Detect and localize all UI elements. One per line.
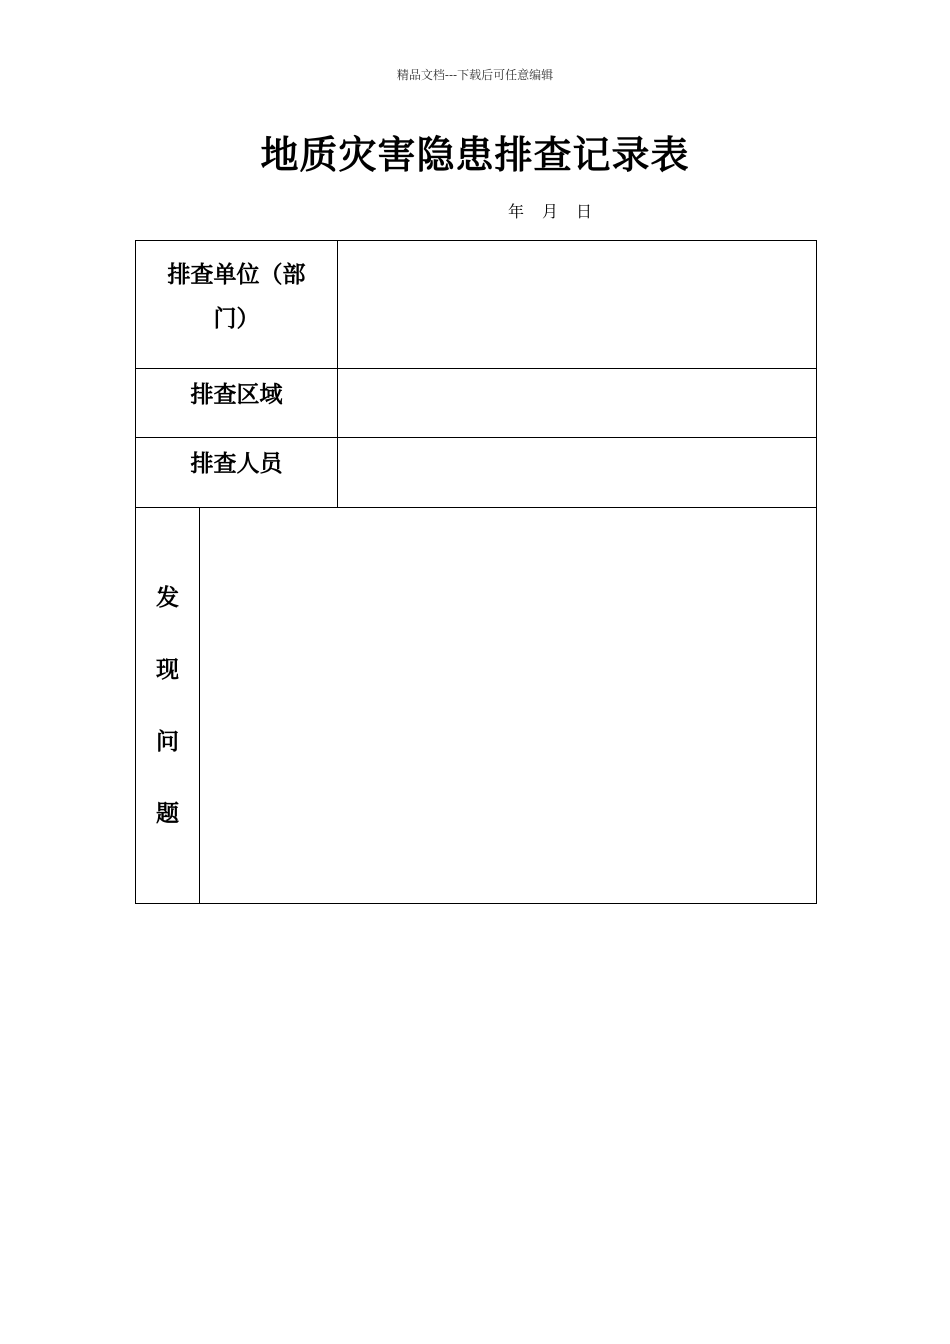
row-issues-found bbox=[136, 508, 817, 904]
issues-found-label bbox=[136, 508, 200, 904]
inspection-personnel-label: 排查人员 bbox=[136, 438, 338, 508]
date-day-label: 日 bbox=[576, 202, 593, 221]
inspection-unit-label-line1: 排查单位（部 bbox=[167, 262, 306, 288]
issues-label-char: 现 bbox=[156, 656, 179, 683]
inspection-form-table bbox=[135, 240, 817, 904]
row-inspection-area bbox=[136, 369, 817, 438]
page-title: 地质灾害隐患排查记录表 bbox=[260, 133, 690, 177]
inspection-unit-label-line2: 门） bbox=[213, 306, 260, 332]
header-note: 精品文档---下载后可任意编辑 bbox=[396, 68, 554, 82]
issues-found-field[interactable] bbox=[200, 508, 817, 904]
issues-label-char: 问 bbox=[156, 728, 179, 755]
date-year-label: 年 bbox=[508, 202, 525, 221]
inspection-area-label: 排查区域 bbox=[136, 369, 338, 438]
inspection-unit-field[interactable] bbox=[338, 241, 817, 369]
inspection-unit-label bbox=[136, 241, 338, 369]
issues-label-char: 发 bbox=[156, 584, 179, 611]
date-month-label: 月 bbox=[542, 202, 559, 221]
row-inspection-unit bbox=[136, 241, 817, 369]
issues-label-char: 题 bbox=[156, 800, 179, 827]
inspection-personnel-field[interactable] bbox=[338, 438, 817, 508]
inspection-area-field[interactable] bbox=[338, 369, 817, 438]
date-line bbox=[508, 199, 592, 222]
row-inspection-personnel bbox=[136, 438, 817, 508]
